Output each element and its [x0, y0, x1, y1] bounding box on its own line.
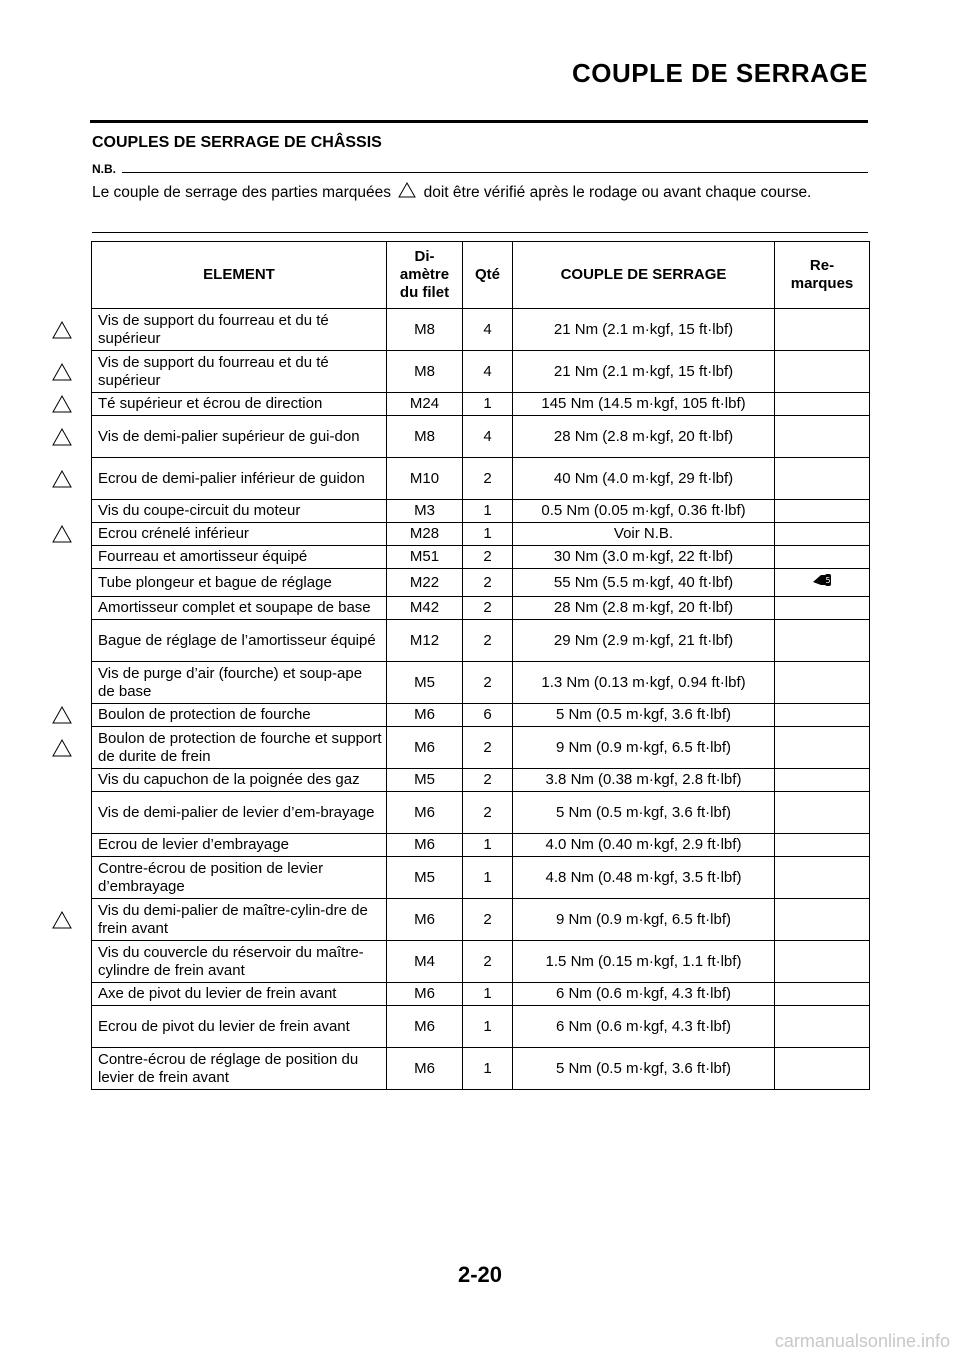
cell-qty: 2	[463, 792, 513, 834]
cell-remarks	[775, 546, 870, 569]
cell-element	[92, 569, 387, 597]
element-label: Tube plongeur et bague de réglage	[98, 573, 332, 591]
cell-torque: 3.8 Nm (0.38 m·kgf, 2.8 ft·lbf)	[513, 769, 775, 792]
warning-triangle-icon	[52, 363, 72, 381]
cell-element	[92, 351, 387, 393]
element-label: Ecrou crénelé inférieur	[98, 525, 249, 542]
element-label: Boulon de protection de fourche	[98, 706, 311, 723]
cell-qty: 2	[463, 546, 513, 569]
cell-torque: 4.0 Nm (0.40 m·kgf, 2.9 ft·lbf)	[513, 834, 775, 857]
cell-remarks	[775, 620, 870, 662]
cell-qty: 1	[463, 834, 513, 857]
table-row	[92, 416, 870, 458]
cell-torque: 5 Nm (0.5 m·kgf, 3.6 ft·lbf)	[513, 704, 775, 727]
watermark: carmanualsonline.info	[774, 1331, 950, 1351]
cell-torque: 55 Nm (5.5 m·kgf, 40 ft·lbf)	[513, 569, 775, 597]
torque-table	[91, 241, 870, 1090]
table-row	[92, 769, 870, 792]
cell-torque: 28 Nm (2.8 m·kgf, 20 ft·lbf)	[513, 416, 775, 458]
cell-diameter: M6	[387, 792, 463, 834]
cell-torque: 5 Nm (0.5 m·kgf, 3.6 ft·lbf)	[513, 1048, 775, 1090]
table-row	[92, 792, 870, 834]
note-label: N.B.	[92, 162, 116, 176]
cell-element	[92, 983, 387, 1006]
note-divider	[122, 172, 868, 173]
element-label: Vis du demi-palier de maître-cylin-dre de frein avant	[98, 901, 368, 937]
cell-qty: 2	[463, 569, 513, 597]
cell-element	[92, 769, 387, 792]
cell-diameter: M28	[387, 523, 463, 546]
cell-remarks	[775, 727, 870, 769]
table-row	[92, 857, 870, 899]
cell-diameter: M51	[387, 546, 463, 569]
element-label: Contre-écrou de réglage de position du levier de frein avant	[98, 1050, 359, 1086]
cell-torque: 1.5 Nm (0.15 m·kgf, 1.1 ft·lbf)	[513, 941, 775, 983]
element-label: Té supérieur et écrou de direction	[98, 395, 323, 412]
cell-remarks	[775, 792, 870, 834]
warning-triangle-icon	[52, 706, 72, 724]
cell-remarks	[775, 769, 870, 792]
element-label: Vis de demi-palier de levier d’em-brayage	[98, 803, 375, 821]
cell-element	[92, 792, 387, 834]
cell-diameter: M12	[387, 620, 463, 662]
table-row	[92, 941, 870, 983]
cell-qty: 1	[463, 1048, 513, 1090]
cell-remarks	[775, 834, 870, 857]
warning-triangle-icon	[52, 911, 72, 929]
warning-triangle-icon	[52, 739, 72, 757]
warning-triangle-icon	[52, 470, 72, 488]
cell-remarks	[775, 1048, 870, 1090]
element-label: Fourreau et amortisseur équipé	[98, 548, 308, 565]
cell-element	[92, 523, 387, 546]
cell-qty: 4	[463, 309, 513, 351]
cell-element	[92, 597, 387, 620]
cell-qty: 4	[463, 416, 513, 458]
cell-diameter: M5	[387, 662, 463, 704]
cell-remarks	[775, 351, 870, 393]
section-title: COUPLES DE SERRAGE DE CHÂSSIS	[92, 134, 382, 151]
page-number: 2-20	[457, 1262, 503, 1287]
header-element: ELEMENT	[92, 242, 387, 309]
cell-torque: 5 Nm (0.5 m·kgf, 3.6 ft·lbf)	[513, 792, 775, 834]
cell-diameter: M6	[387, 834, 463, 857]
cell-torque: 4.8 Nm (0.48 m·kgf, 3.5 ft·lbf)	[513, 857, 775, 899]
table-row	[92, 351, 870, 393]
cell-element	[92, 1006, 387, 1048]
cell-torque: 28 Nm (2.8 m·kgf, 20 ft·lbf)	[513, 597, 775, 620]
cell-torque: 40 Nm (4.0 m·kgf, 29 ft·lbf)	[513, 458, 775, 500]
element-label: Boulon de protection de fourche et support de durite de frein	[98, 729, 382, 765]
cell-torque: 30 Nm (3.0 m·kgf, 22 ft·lbf)	[513, 546, 775, 569]
table-row	[92, 704, 870, 727]
cell-diameter: M5	[387, 857, 463, 899]
table-row	[92, 546, 870, 569]
note-text-after: doit être vérifié après le rodage ou avant chaque course.	[423, 184, 812, 202]
cell-element	[92, 546, 387, 569]
cell-torque: 6 Nm (0.6 m·kgf, 4.3 ft·lbf)	[513, 983, 775, 1006]
cell-diameter: M8	[387, 416, 463, 458]
locking-agent-icon	[811, 571, 833, 594]
cell-torque: 21 Nm (2.1 m·kgf, 15 ft·lbf)	[513, 309, 775, 351]
cell-qty: 2	[463, 727, 513, 769]
cell-remarks	[775, 416, 870, 458]
element-label: Vis du capuchon de la poignée des gaz	[98, 771, 360, 788]
cell-qty: 1	[463, 857, 513, 899]
cell-diameter: M6	[387, 1048, 463, 1090]
cell-torque: 145 Nm (14.5 m·kgf, 105 ft·lbf)	[513, 393, 775, 416]
header-remarks: Re-marques	[775, 242, 870, 309]
cell-qty: 2	[463, 899, 513, 941]
cell-remarks	[775, 1006, 870, 1048]
cell-diameter: M3	[387, 500, 463, 523]
cell-element	[92, 500, 387, 523]
cell-diameter: M6	[387, 1006, 463, 1048]
cell-remarks	[775, 983, 870, 1006]
table-row	[92, 309, 870, 351]
element-label: Ecrou de pivot du levier de frein avant	[98, 1017, 350, 1035]
table-row	[92, 569, 870, 597]
cell-remarks	[775, 569, 870, 597]
cell-diameter: M6	[387, 983, 463, 1006]
table-row	[92, 597, 870, 620]
warning-triangle-icon	[52, 321, 72, 339]
table-row	[92, 1006, 870, 1048]
cell-element	[92, 662, 387, 704]
warning-triangle-icon	[52, 525, 72, 543]
element-label: Vis du couvercle du réservoir du maître-cylindre de frein avant	[98, 943, 364, 979]
note-text	[92, 182, 860, 204]
cell-element	[92, 458, 387, 500]
element-label: Axe de pivot du levier de frein avant	[98, 985, 337, 1002]
cell-diameter: M10	[387, 458, 463, 500]
element-label: Ecrou de demi-palier inférieur de guidon	[98, 469, 365, 487]
cell-torque: 6 Nm (0.6 m·kgf, 4.3 ft·lbf)	[513, 1006, 775, 1048]
table-body	[92, 309, 870, 1090]
cell-qty: 2	[463, 769, 513, 792]
cell-remarks	[775, 941, 870, 983]
table-row	[92, 1048, 870, 1090]
element-label: Vis de demi-palier supérieur de gui-don	[98, 427, 360, 445]
table-row	[92, 393, 870, 416]
cell-remarks	[775, 662, 870, 704]
cell-diameter: M4	[387, 941, 463, 983]
table-row	[92, 983, 870, 1006]
element-label: Vis du coupe-circuit du moteur	[98, 502, 301, 519]
header-diameter: Di-amètre du filet	[387, 242, 463, 309]
cell-diameter: M6	[387, 704, 463, 727]
table-row	[92, 523, 870, 546]
warning-triangle-icon	[52, 428, 72, 446]
cell-diameter: M6	[387, 899, 463, 941]
element-label: Vis de support du fourreau et du té supérieur	[98, 353, 329, 389]
cell-element	[92, 393, 387, 416]
cell-remarks	[775, 458, 870, 500]
cell-element	[92, 857, 387, 899]
cell-torque: 29 Nm (2.9 m·kgf, 21 ft·lbf)	[513, 620, 775, 662]
cell-remarks	[775, 309, 870, 351]
cell-qty: 1	[463, 983, 513, 1006]
cell-remarks	[775, 857, 870, 899]
table-row	[92, 899, 870, 941]
cell-torque: 1.3 Nm (0.13 m·kgf, 0.94 ft·lbf)	[513, 662, 775, 704]
cell-remarks	[775, 899, 870, 941]
cell-torque: 21 Nm (2.1 m·kgf, 15 ft·lbf)	[513, 351, 775, 393]
note-end-divider	[92, 232, 868, 233]
cell-qty: 2	[463, 941, 513, 983]
cell-qty: 4	[463, 351, 513, 393]
table-row	[92, 458, 870, 500]
warning-triangle-icon	[52, 395, 72, 413]
cell-torque: 0.5 Nm (0.05 m·kgf, 0.36 ft·lbf)	[513, 500, 775, 523]
cell-diameter: M24	[387, 393, 463, 416]
cell-diameter: M8	[387, 351, 463, 393]
cell-element	[92, 309, 387, 351]
cell-remarks	[775, 393, 870, 416]
cell-element	[92, 899, 387, 941]
table-row	[92, 620, 870, 662]
cell-remarks	[775, 523, 870, 546]
cell-remarks	[775, 500, 870, 523]
cell-qty: 2	[463, 597, 513, 620]
cell-remarks	[775, 704, 870, 727]
header-qty: Qté	[463, 242, 513, 309]
cell-diameter: M8	[387, 309, 463, 351]
header-torque: COUPLE DE SERRAGE	[513, 242, 775, 309]
cell-diameter: M5	[387, 769, 463, 792]
svg-text:5: 5	[825, 576, 831, 585]
cell-qty: 2	[463, 458, 513, 500]
table-row	[92, 727, 870, 769]
cell-diameter: M42	[387, 597, 463, 620]
cell-element	[92, 620, 387, 662]
cell-element	[92, 834, 387, 857]
cell-qty: 1	[463, 393, 513, 416]
table-row	[92, 500, 870, 523]
cell-element	[92, 1048, 387, 1090]
element-label: Vis de purge d’air (fourche) et soup-ape de base	[98, 664, 363, 700]
cell-qty: 1	[463, 1006, 513, 1048]
cell-qty: 2	[463, 620, 513, 662]
cell-element	[92, 727, 387, 769]
cell-qty: 2	[463, 662, 513, 704]
cell-diameter: M6	[387, 727, 463, 769]
table-header-row	[92, 242, 870, 309]
cell-element	[92, 704, 387, 727]
cell-diameter: M22	[387, 569, 463, 597]
cell-element	[92, 416, 387, 458]
cell-element	[92, 941, 387, 983]
element-label: Bague de réglage de l’amortisseur équipé	[98, 631, 376, 649]
note-header	[92, 162, 868, 176]
page-title: COUPLE DE SERRAGE	[572, 58, 868, 88]
note-text-before: Le couple de serrage des parties marquées	[92, 184, 391, 202]
element-label: Ecrou de levier d’embrayage	[98, 836, 289, 853]
title-divider	[90, 120, 868, 123]
cell-torque: Voir N.B.	[513, 523, 775, 546]
element-label: Amortisseur complet et soupape de base	[98, 599, 371, 616]
cell-remarks	[775, 597, 870, 620]
cell-qty: 6	[463, 704, 513, 727]
warning-triangle-icon	[398, 182, 416, 204]
element-label: Vis de support du fourreau et du té supérieur	[98, 311, 329, 347]
table-row	[92, 662, 870, 704]
cell-qty: 1	[463, 523, 513, 546]
cell-torque: 9 Nm (0.9 m·kgf, 6.5 ft·lbf)	[513, 899, 775, 941]
table-row	[92, 834, 870, 857]
element-label: Contre-écrou de position de levier d’embrayage	[98, 859, 324, 895]
cell-qty: 1	[463, 500, 513, 523]
cell-torque: 9 Nm (0.9 m·kgf, 6.5 ft·lbf)	[513, 727, 775, 769]
